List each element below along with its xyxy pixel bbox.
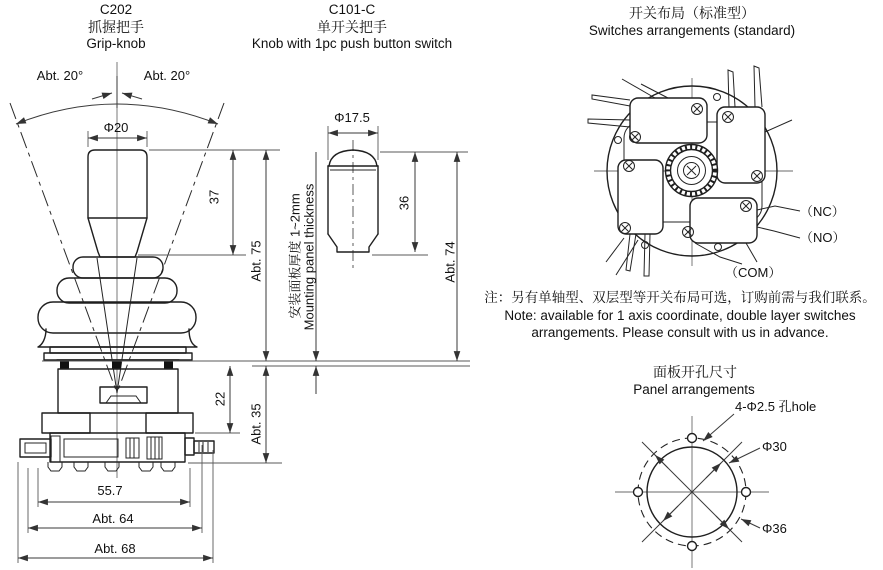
grip-model-title: C202 <box>99 2 133 17</box>
mounting-panel-note-en: Mounting panel thickness <box>301 183 317 331</box>
button-model-title: C101-C <box>328 2 376 17</box>
dim-grip-width-mid: Abt. 64 <box>92 511 134 526</box>
grip-knob-linework <box>10 62 470 563</box>
grip-title-zh: 抓握把手 <box>88 19 144 35</box>
grip-title-en: Grip-knob <box>86 36 146 51</box>
contact-label-nc: （NC） <box>800 204 845 219</box>
panel-title-en: Panel arrangements <box>633 382 755 397</box>
dim-button-height-above-panel: Abt. 74 <box>442 241 458 283</box>
switches-arrangement-linework <box>588 66 800 276</box>
dim-grip-width-overall: Abt. 68 <box>94 541 136 556</box>
contact-label-com: （COM） <box>725 265 782 280</box>
dim-panel-holes: 4-Φ2.5 孔hole <box>735 399 817 414</box>
switches-title-en: Switches arrangements (standard) <box>588 23 796 38</box>
panel-title-zh: 面板开孔尺寸 <box>653 364 737 380</box>
panel-holes-linework <box>615 414 769 568</box>
order-note-en-line2: arrangements. Please consult with us in advance. <box>531 325 829 340</box>
dim-panel-bolt-circle: Φ36 <box>762 521 787 536</box>
dim-grip-body-height: 22 <box>212 391 228 407</box>
contact-label-no: （NO） <box>800 230 846 245</box>
order-note <box>478 289 882 342</box>
mounting-panel-note-zh: 安装面板厚度 1~2mm <box>287 193 303 319</box>
order-note-zh: 注：另有单轴型、双层型等开关布局可选，订购前需与我们联系。 <box>484 290 876 305</box>
button-title-en: Knob with 1pc push button switch <box>251 36 453 51</box>
dim-angle-left: Abt. 20° <box>36 68 84 83</box>
dim-grip-depth-below-panel: Abt. 35 <box>248 403 264 445</box>
switches-title-zh: 开关布局（标准型） <box>629 5 755 21</box>
button-title-zh: 单开关把手 <box>317 19 387 35</box>
dim-grip-width-body: 55.7 <box>97 483 123 498</box>
dim-grip-diameter: Φ20 <box>103 120 129 135</box>
dim-button-diameter: Φ17.5 <box>334 110 370 125</box>
dim-angle-right: Abt. 20° <box>143 68 191 83</box>
dim-button-knob-height: 36 <box>396 195 412 211</box>
dim-grip-knob-height: 37 <box>206 189 222 205</box>
dim-grip-height-above-panel: Abt. 75 <box>248 240 264 282</box>
dim-panel-cutout: Φ30 <box>762 439 787 454</box>
order-note-en-line1: Note: available for 1 axis coordinate, double layer switches <box>504 307 856 323</box>
